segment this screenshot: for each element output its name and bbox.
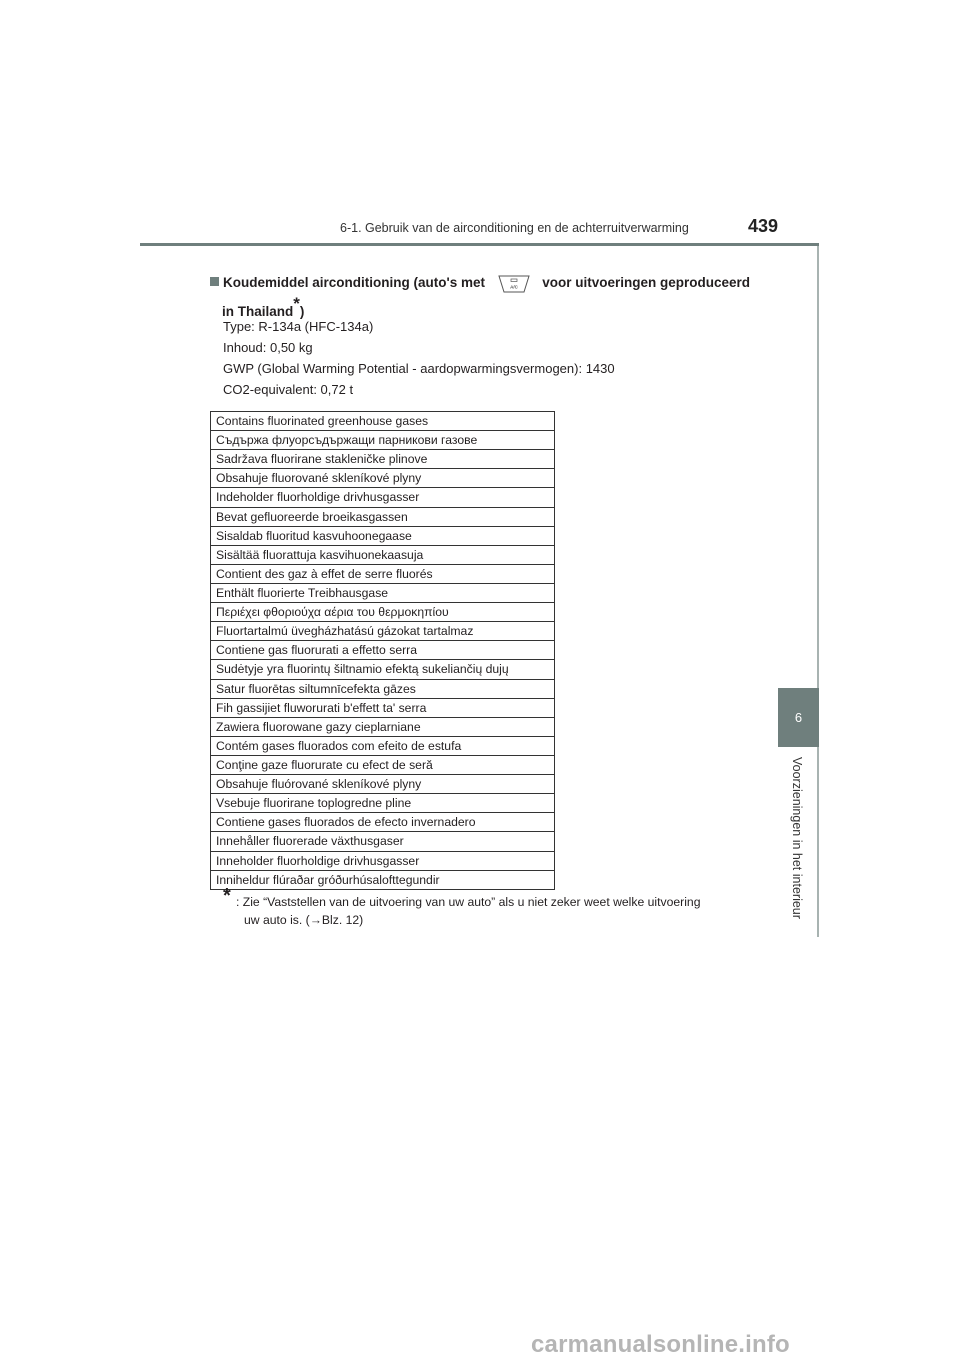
table-row: Contains fluorinated greenhouse gases [211,412,554,431]
chapter-number: 6 [794,710,803,725]
table-row: Obsahuje fluórované skleníkové plyny [211,775,554,794]
table-row: Satur fluorētas siltumnīcefekta gāzes [211,680,554,699]
table-row: Contém gases fluorados com efeito de estufa [211,737,554,756]
spec-co2: CO2-equivalent: 0,72 t [223,382,354,397]
fluorinated-gas-table [210,411,555,890]
table-row: Sudėtyje yra fluorintų šiltnamio efektą sukeliančių dujų [211,660,554,679]
svg-text:A/C: A/C [509,284,518,289]
table-row: Съдържа флуорсъдържащи парникови газове [211,431,554,450]
table-row: Inneholder fluorholdige drivhusgasser [211,852,554,871]
table-row: Fih gassijiet fluworurati b'effett ta' serra [211,699,554,718]
table-row: Fluortartalmú üvegházhatású gázokat tartalmaz [211,622,554,641]
heading-part2: voor uitvoeringen geproduceerd [542,275,750,290]
chapter-tab [778,688,819,747]
footnote [223,885,751,929]
watermark: carmanualsonline.info [531,1331,790,1358]
heading-part1: Koudemiddel airconditioning (auto's met [223,275,485,290]
ac-button-icon [498,274,530,292]
table-row: Conţine gaze fluorurate cu efect de seră [211,756,554,775]
side-rule-bottom [817,747,819,937]
footnote-line1: : Zie “Vaststellen van de uitvoering van uw auto” als u niet zeker weet welke uitvoering [236,895,701,909]
heading-line2: in Thailand [222,304,294,319]
spec-gwp: GWP (Global Warming Potential - aardopwarmingsvermogen): 1430 [223,361,615,376]
table-row: Sisaldab fluoritud kasvuhoonegaase [211,527,554,546]
heading-close: ) [299,304,305,319]
chapter-label: Voorzieningen in het interieur [790,757,804,919]
table-row: Enthält fluorierte Treibhausgase [211,584,554,603]
table-row: Sisältää fluorattuja kasvihuonekaasuja [211,546,554,565]
table-row: Vsebuje fluorirane toplogredne pline [211,794,554,813]
table-row: Indeholder fluorholdige drivhusgasser [211,488,554,507]
heading-asterisk: * [293,294,300,313]
table-row: Περιέχει φθοριούχα αέρια του θερμοκηπίου [211,603,554,622]
table-row: Innehåller fluorerade växthusgaser [211,832,554,851]
table-row: Bevat gefluoreerde broeikasgassen [211,508,554,527]
table-row: Inniheldur flúraðar gróðurhúsalofttegundir [211,871,554,890]
header-rule [140,243,819,246]
table-row: Contient des gaz à effet de serre fluorés [211,565,554,584]
table-row: Obsahuje fluorované skleníkové plyny [211,469,554,488]
table-row: Contiene gas fluorurati a effetto serra [211,641,554,660]
spec-type: Type: R-134a (HFC-134a) [223,319,374,334]
square-bullet-icon [210,277,219,286]
side-rule [817,246,819,688]
table-row: Contiene gases fluorados de efecto invernadero [211,813,554,832]
table-row: Sadržava fluorirane stakleničke plinove [211,450,554,469]
page-number: 439 [747,216,778,236]
table-row: Zawiera fluorowane gazy cieplarniane [211,718,554,737]
header-title: 6-1. Gebruik van de airconditioning en de achterruitverwarming [340,221,689,235]
footnote-line2: uw auto is. (→Blz. 12) [244,913,364,927]
footnote-asterisk: * [223,885,231,907]
spec-content: Inhoud: 0,50 kg [223,340,313,355]
spec-list [223,316,615,400]
